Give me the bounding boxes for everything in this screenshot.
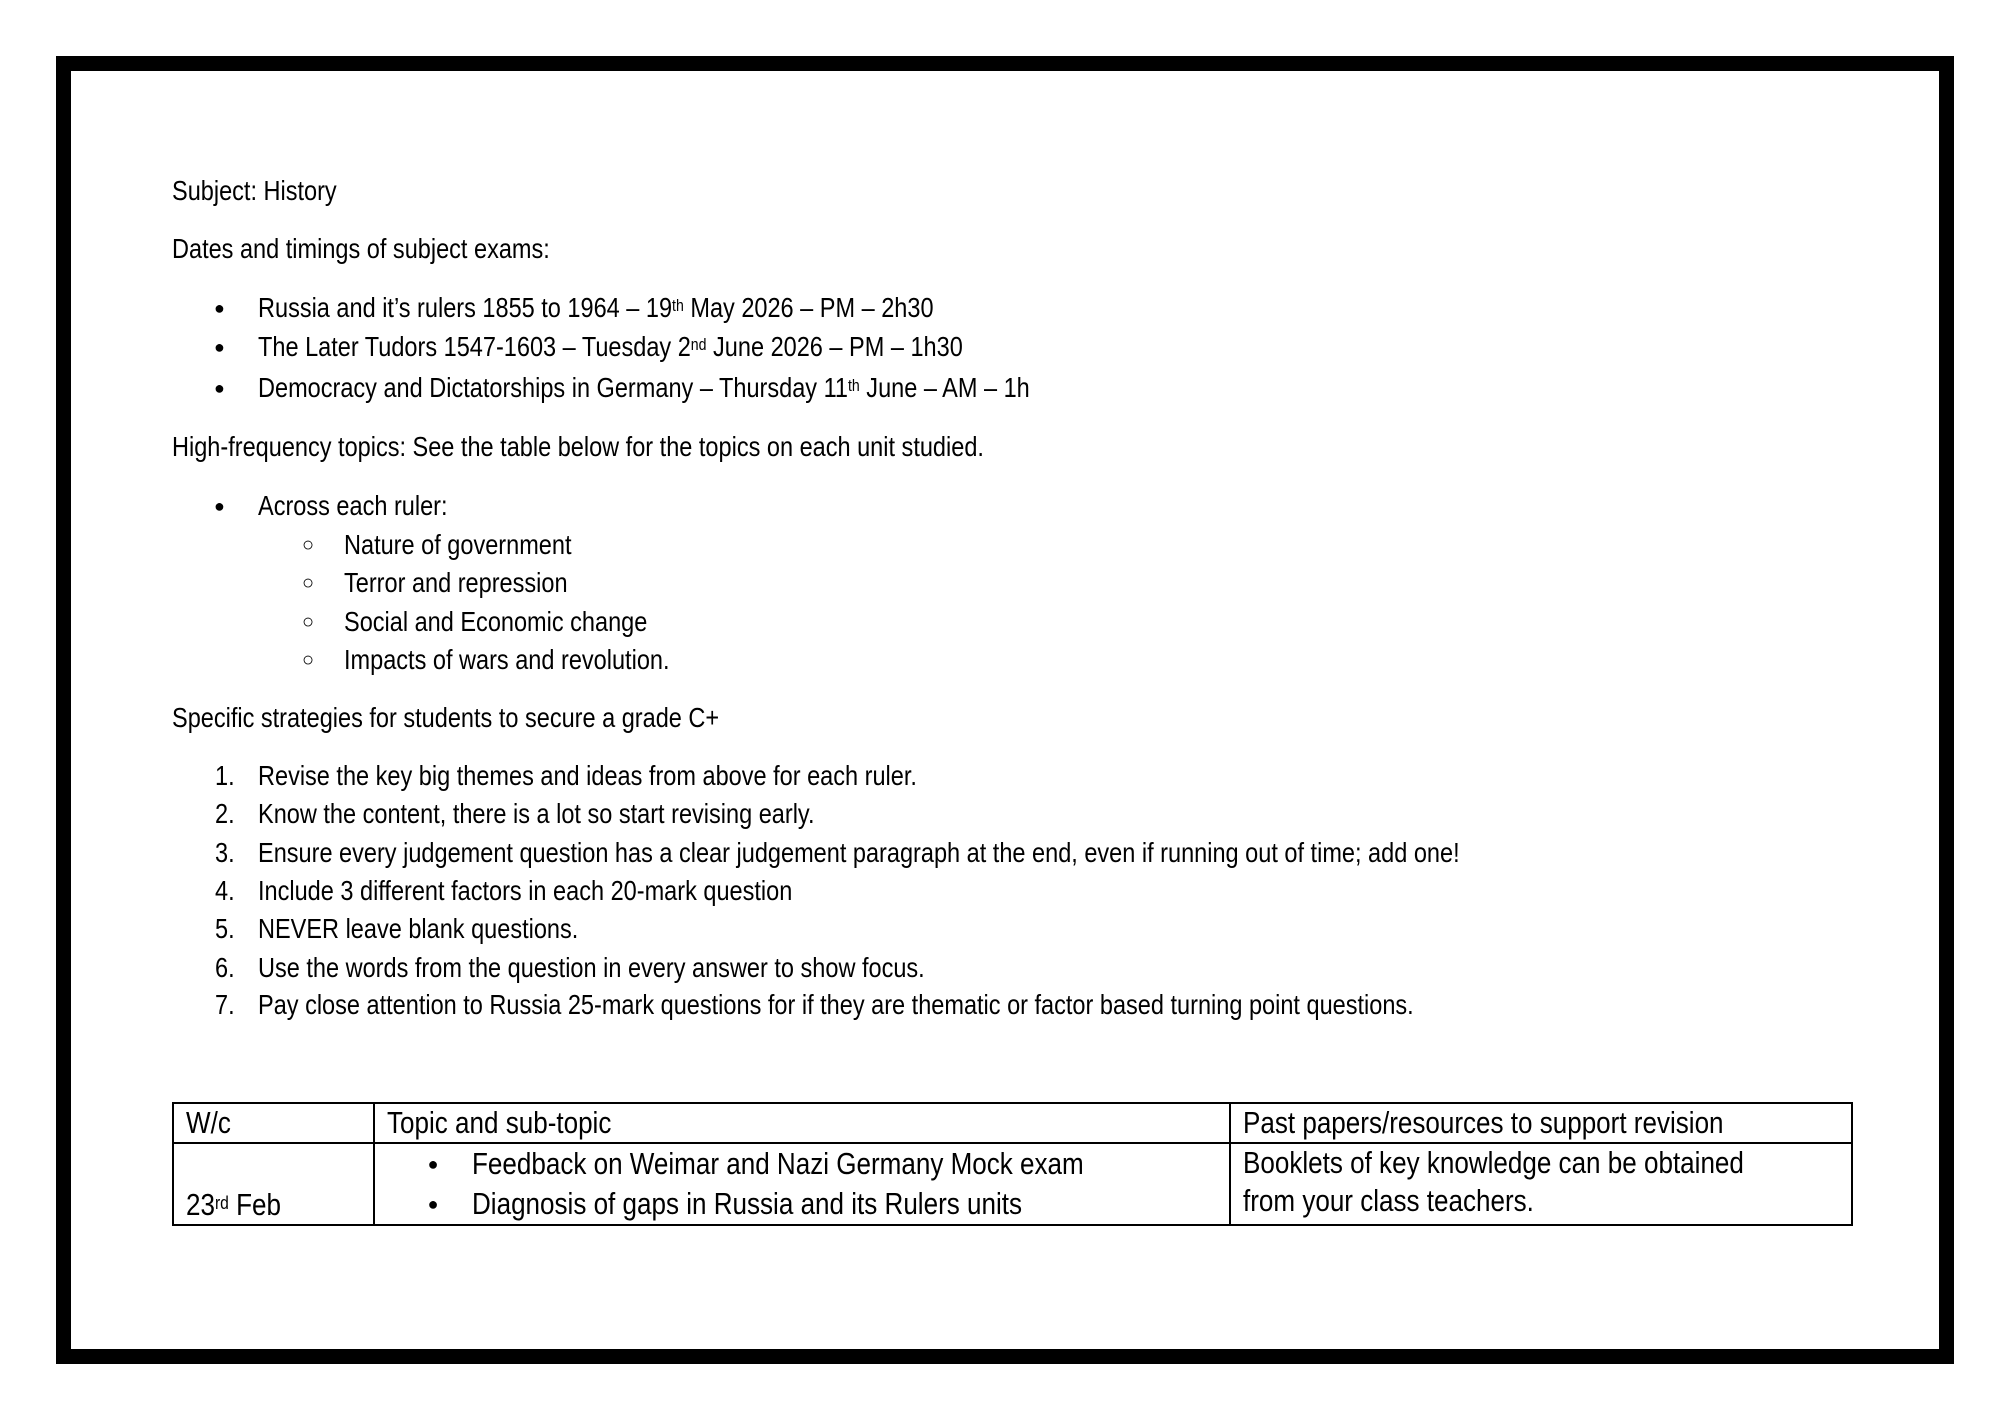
exam-item: Democracy and Dictatorships in Germany – Thursday 11th June – AM – 1h	[258, 372, 1030, 403]
strategy-item: Ensure every judgement question has a clear judgement paragraph at the end, even if running out of time; add one!	[258, 837, 1460, 868]
circle-bullet-icon: ○	[302, 534, 315, 556]
list-number: 7.	[215, 989, 235, 1020]
header-wc: W/c	[173, 1103, 374, 1143]
topics-heading: High-frequency topics: See the table below for the topics on each unit studied.	[172, 431, 984, 462]
topic-sub-item: Social and Economic change	[344, 606, 648, 637]
cell-wc: 23rd Feb	[173, 1143, 374, 1225]
header-topic: Topic and sub-topic	[374, 1103, 1230, 1143]
revision-table	[172, 1102, 1853, 1226]
list-number: 6.	[215, 952, 235, 983]
bullet-icon: ●	[214, 337, 225, 357]
strategy-item: Include 3 different factors in each 20-mark question	[258, 875, 793, 906]
dates-heading: Dates and timings of subject exams:	[172, 233, 550, 264]
strategy-item: Pay close attention to Russia 25-mark questions for if they are thematic or factor based turning point questions.	[258, 989, 1414, 1020]
strategies-heading: Specific strategies for students to secure a grade C+	[172, 702, 720, 733]
list-number: 5.	[215, 913, 235, 944]
bullet-icon: ●	[214, 378, 225, 398]
strategy-item: Use the words from the question in every answer to show focus.	[258, 952, 925, 983]
exam-item: The Later Tudors 1547-1603 – Tuesday 2nd June 2026 – PM – 1h30	[258, 331, 963, 362]
topic-sub-item: Impacts of wars and revolution.	[344, 644, 670, 675]
list-number: 3.	[215, 837, 235, 868]
cell-topics	[374, 1143, 1230, 1225]
list-item: ● Feedback on Weimar and Nazi Germany Mock exam	[432, 1144, 1217, 1184]
header-resources: Past papers/resources to support revision	[1230, 1103, 1852, 1143]
topics-bullet: Across each ruler:	[258, 490, 448, 521]
cell-resources: Booklets of key knowledge can be obtained from your class teachers.	[1230, 1143, 1852, 1225]
table-header-row	[173, 1103, 1852, 1143]
list-number: 1.	[215, 760, 235, 791]
list-number: 2.	[215, 798, 235, 829]
strategy-item: NEVER leave blank questions.	[258, 913, 579, 944]
list-item: ● Diagnosis of gaps in Russia and its Rulers units	[432, 1184, 1217, 1224]
circle-bullet-icon: ○	[302, 649, 315, 671]
topic-sub-item: Terror and repression	[344, 567, 568, 598]
circle-bullet-icon: ○	[302, 572, 315, 594]
topic-sub-item: Nature of government	[344, 529, 572, 560]
exam-item: Russia and it’s rulers 1855 to 1964 – 19th May 2026 – PM – 2h30	[258, 292, 934, 323]
strategy-item: Revise the key big themes and ideas from above for each ruler.	[258, 760, 917, 791]
bullet-icon: ●	[214, 298, 225, 318]
circle-bullet-icon: ○	[302, 611, 315, 633]
list-number: 4.	[215, 875, 235, 906]
strategy-item: Know the content, there is a lot so start revising early.	[258, 798, 815, 829]
subject-line: Subject: History	[172, 175, 337, 206]
bullet-icon: ●	[214, 496, 225, 516]
table-row	[173, 1143, 1852, 1225]
